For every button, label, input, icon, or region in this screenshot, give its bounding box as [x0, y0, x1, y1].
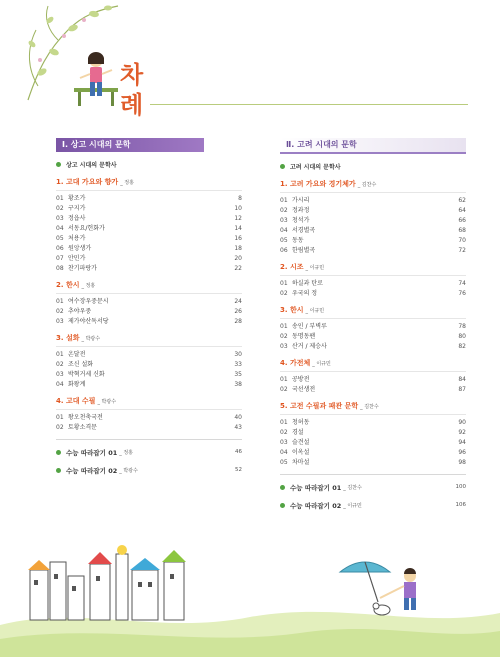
entry-number: 02: [280, 386, 288, 393]
entry-number: 06: [56, 245, 64, 252]
bullet-icon: [56, 162, 61, 167]
entry-title: 서동요/헌화가: [68, 225, 105, 232]
entry-title: 이옥설: [292, 449, 310, 456]
entry-title: 차마설: [292, 459, 310, 466]
entry-page: 24: [234, 298, 242, 305]
entry-page: 10: [234, 205, 242, 212]
entry-page: 18: [234, 245, 242, 252]
entry-page: 90: [458, 419, 466, 426]
title-char-1: 차: [120, 60, 144, 89]
practice-title: 수능 따라잡기 01: [66, 448, 118, 457]
practice-title: 수능 따라잡기 01: [290, 483, 342, 492]
toc-entry[interactable]: [280, 428, 466, 438]
town-houses-illustration: [20, 540, 210, 622]
entry-title: 조신 설화: [68, 361, 94, 368]
toc-entry[interactable]: [280, 206, 466, 216]
title-divider: [150, 104, 468, 105]
toc-entry[interactable]: [56, 254, 242, 264]
divider: [280, 474, 466, 475]
section-heading[interactable]: [56, 396, 242, 406]
divider: [56, 439, 242, 440]
entry-number: 03: [280, 343, 288, 350]
section-title: 4. 가전체: [280, 359, 311, 367]
toc-entry[interactable]: [280, 438, 466, 448]
part-header-1: [56, 138, 242, 152]
entry-page: 35: [234, 371, 242, 378]
toc-entry[interactable]: [280, 448, 466, 458]
section-heading[interactable]: [56, 333, 242, 343]
entry-page: 92: [458, 429, 466, 436]
entry-title: 하실과 탄로: [292, 280, 323, 287]
entry-page: 62: [458, 197, 466, 204]
practice-entry[interactable]: [56, 464, 242, 476]
section-heading[interactable]: [280, 358, 466, 368]
toc-entry[interactable]: [56, 264, 242, 274]
entry-title: 경설: [292, 429, 304, 436]
entry-title: 구지가: [68, 205, 86, 212]
entry-number: 04: [56, 381, 64, 388]
section-heading[interactable]: [280, 401, 466, 411]
divider: [56, 346, 242, 347]
entry-number: 03: [280, 217, 288, 224]
toc-entry[interactable]: [280, 246, 466, 256]
left-column: [56, 138, 242, 476]
entry-number: 02: [56, 205, 64, 212]
entry-number: 01: [280, 376, 288, 383]
entry-title: 공방전: [292, 376, 310, 383]
entry-number: 08: [56, 265, 64, 272]
entry-page: 87: [458, 386, 466, 393]
divider: [280, 414, 466, 415]
overview-item[interactable]: [280, 162, 466, 171]
entry-page: 38: [234, 381, 242, 388]
toc-entry[interactable]: [56, 360, 242, 370]
entry-number: 04: [280, 227, 288, 234]
entry-number: 03: [56, 318, 64, 325]
girl-on-bench-illustration: [68, 48, 124, 110]
entry-title: 왕오천축국전: [68, 414, 103, 421]
practice-author: _ 이규민: [343, 502, 362, 509]
entry-number: 02: [56, 424, 64, 431]
overview-item[interactable]: [56, 160, 242, 169]
entry-title: 황조가: [68, 195, 86, 202]
entry-title: 토황소격문: [68, 424, 97, 431]
section-heading[interactable]: [280, 262, 466, 272]
entry-number: 06: [280, 247, 288, 254]
entry-page: 33: [234, 361, 242, 368]
toc-entry[interactable]: [56, 297, 242, 307]
entry-title: 온달전: [68, 351, 86, 358]
part-header-tab: [204, 138, 242, 152]
overview-label: 상고 시대의 문학사: [66, 162, 117, 169]
entry-page: 14: [234, 225, 242, 232]
entry-title: 동명동팬: [292, 333, 316, 340]
toc-title: [120, 60, 143, 120]
entry-page: 80: [458, 333, 466, 340]
toc-entry[interactable]: [56, 244, 242, 254]
entry-page: 8: [238, 195, 242, 202]
section-title: 1. 고대 가요와 향가: [56, 178, 119, 186]
entry-title: 산거 / 제승사: [292, 343, 327, 350]
toc-entry[interactable]: [56, 204, 242, 214]
entry-page: 30: [234, 351, 242, 358]
practice-author: _ 정홍: [119, 449, 133, 456]
entry-page: 28: [234, 318, 242, 325]
toc-entry[interactable]: [280, 226, 466, 236]
toc-entry[interactable]: [56, 423, 242, 433]
entry-number: 03: [280, 439, 288, 446]
toc-entry[interactable]: [280, 279, 466, 289]
entry-page: 12: [234, 215, 242, 222]
entry-page: 68: [458, 227, 466, 234]
toc-entry[interactable]: [56, 370, 242, 380]
section-author: _ 이규민: [305, 308, 325, 314]
entry-number: 07: [56, 255, 64, 262]
entry-number: 05: [56, 235, 64, 242]
entry-page: 40: [234, 414, 242, 421]
section-title: 2. 한시: [56, 281, 80, 289]
toc-entry[interactable]: [280, 418, 466, 428]
toc-entry[interactable]: [280, 375, 466, 385]
bullet-icon: [56, 468, 61, 473]
section-title: 2. 시조: [280, 263, 304, 271]
divider: [56, 409, 242, 410]
section-author: _ 김찬수: [360, 404, 379, 410]
section-title: 1. 고려 가요와 경기체가: [280, 180, 356, 188]
entry-number: 03: [56, 371, 64, 378]
toc-entry[interactable]: [56, 194, 242, 204]
boy-with-umbrella-illustration: [330, 552, 440, 622]
toc-entry[interactable]: [280, 322, 466, 332]
section-author: _ 이규민: [312, 361, 331, 367]
section-author: _ 박광수: [81, 336, 101, 342]
entry-page: 26: [234, 308, 242, 315]
entry-page: 66: [458, 217, 466, 224]
divider: [280, 192, 466, 193]
entry-title: 국선생전: [292, 386, 316, 393]
section-title: 3. 한시: [280, 306, 304, 314]
toc-entry[interactable]: [56, 224, 242, 234]
practice-title: 수능 따라잡기 02: [290, 501, 342, 510]
entry-title: 처용가: [68, 235, 86, 242]
entry-page: 94: [458, 439, 466, 446]
practice-title: 수능 따라잡기 02: [66, 466, 118, 475]
toc-entry[interactable]: [280, 332, 466, 342]
entry-title: 박혁거세 신화: [68, 371, 105, 378]
toc-entry[interactable]: [280, 236, 466, 246]
entry-title: 서경별곡: [292, 227, 316, 234]
entry-number: 01: [280, 280, 288, 287]
entry-number: 02: [280, 333, 288, 340]
entry-title: 화왕계: [68, 381, 86, 388]
entry-page: 74: [458, 280, 466, 287]
entry-title: 원앙생가: [68, 245, 92, 252]
section-heading[interactable]: [280, 179, 466, 189]
entry-number: 02: [280, 290, 288, 297]
practice-author: _ 박광수: [119, 467, 138, 474]
entry-page: 43: [234, 424, 242, 431]
entry-page: 78: [458, 323, 466, 330]
entry-page: 76: [458, 290, 466, 297]
entry-title: 청석가: [292, 217, 310, 224]
entry-number: 01: [56, 195, 64, 202]
entry-number: 02: [56, 308, 64, 315]
entry-page: 96: [458, 449, 466, 456]
part-title-1: Ⅰ. 상고 시대의 문학: [62, 140, 131, 149]
entry-number: 01: [56, 414, 64, 421]
section-title: 3. 설화: [56, 334, 80, 342]
entry-title: 송인 / 부벽루: [292, 323, 327, 330]
entry-page: 72: [458, 247, 466, 254]
entry-number: 02: [280, 429, 288, 436]
section-title: 4. 고대 수필: [56, 397, 96, 405]
entry-page: 82: [458, 343, 466, 350]
bullet-icon: [56, 450, 61, 455]
practice-page: 46: [235, 449, 242, 455]
toc-entry[interactable]: [280, 342, 466, 352]
title-char-2: 례: [120, 90, 144, 119]
entry-number: 01: [280, 197, 288, 204]
practice-page: 52: [235, 467, 242, 473]
section-heading[interactable]: [56, 177, 242, 187]
section-heading[interactable]: [56, 280, 242, 290]
entry-title: 안민가: [68, 255, 86, 262]
entry-number: 01: [56, 298, 64, 305]
entry-page: 70: [458, 237, 466, 244]
right-column: [280, 138, 466, 511]
entry-page: 16: [234, 235, 242, 242]
entry-title: 정읍사: [68, 215, 86, 222]
entry-number: 03: [56, 215, 64, 222]
entry-number: 01: [280, 419, 288, 426]
entry-title: 가시리: [292, 197, 310, 204]
toc-entry[interactable]: [56, 307, 242, 317]
toc-entry[interactable]: [280, 289, 466, 299]
toc-entry[interactable]: [56, 380, 242, 390]
practice-entry[interactable]: [280, 481, 466, 493]
toc-entry[interactable]: [56, 317, 242, 327]
entry-number: 01: [56, 351, 64, 358]
toc-entry[interactable]: [56, 350, 242, 360]
bullet-icon: [280, 503, 285, 508]
toc-entry[interactable]: [56, 413, 242, 423]
divider: [56, 190, 242, 191]
part-header-2: [280, 138, 466, 154]
section-author: _ 박광수: [97, 399, 117, 405]
divider: [280, 371, 466, 372]
entry-title: 추야우중: [68, 308, 92, 315]
toc-entry[interactable]: [280, 196, 466, 206]
entry-number: 05: [280, 237, 288, 244]
divider: [280, 318, 466, 319]
toc-entry[interactable]: [280, 216, 466, 226]
entry-number: 01: [280, 323, 288, 330]
bullet-icon: [280, 485, 285, 490]
practice-author: _ 김찬수: [343, 484, 362, 491]
entry-page: 20: [234, 255, 242, 262]
entry-title: 동동: [292, 237, 304, 244]
practice-entry[interactable]: [280, 499, 466, 511]
section-author: _ 이규민: [305, 265, 325, 271]
entry-number: 05: [280, 459, 288, 466]
entry-title: 슬견설: [292, 439, 310, 446]
practice-page: 100: [455, 484, 466, 490]
entry-page: 84: [458, 376, 466, 383]
section-author: _ 정홍: [81, 283, 96, 289]
overview-label: 고려 시대의 문학사: [290, 164, 341, 171]
divider: [280, 275, 466, 276]
entry-number: 02: [280, 207, 288, 214]
entry-title: 청허동: [292, 419, 310, 426]
entry-page: 64: [458, 207, 466, 214]
entry-number: 04: [280, 449, 288, 456]
entry-number: 04: [56, 225, 64, 232]
entry-title: 찬기파랑가: [68, 265, 97, 272]
section-heading[interactable]: [280, 305, 466, 315]
toc-entry[interactable]: [280, 458, 466, 468]
entry-title: 정과정: [292, 207, 310, 214]
toc-entry[interactable]: [280, 385, 466, 395]
toc-entry[interactable]: [56, 214, 242, 224]
entry-title: 우국의 정: [292, 290, 318, 297]
entry-title: 여수장우중문시: [68, 298, 109, 305]
bullet-icon: [280, 164, 285, 169]
part-title-2: Ⅱ. 고려 시대의 문학: [286, 140, 357, 149]
section-author: _ 정홍: [120, 180, 134, 186]
entry-title: 제가야산독서당: [68, 318, 109, 325]
entry-number: 02: [56, 361, 64, 368]
section-author: _ 김찬수: [357, 182, 377, 188]
entry-page: 98: [458, 459, 466, 466]
section-title: 5. 고전 수필과 패관 문학: [280, 402, 359, 410]
entry-page: 22: [234, 265, 242, 272]
divider: [56, 293, 242, 294]
toc-entry[interactable]: [56, 234, 242, 244]
practice-entry[interactable]: [56, 446, 242, 458]
practice-page: 106: [455, 502, 466, 508]
entry-title: 한림별곡: [292, 247, 316, 254]
